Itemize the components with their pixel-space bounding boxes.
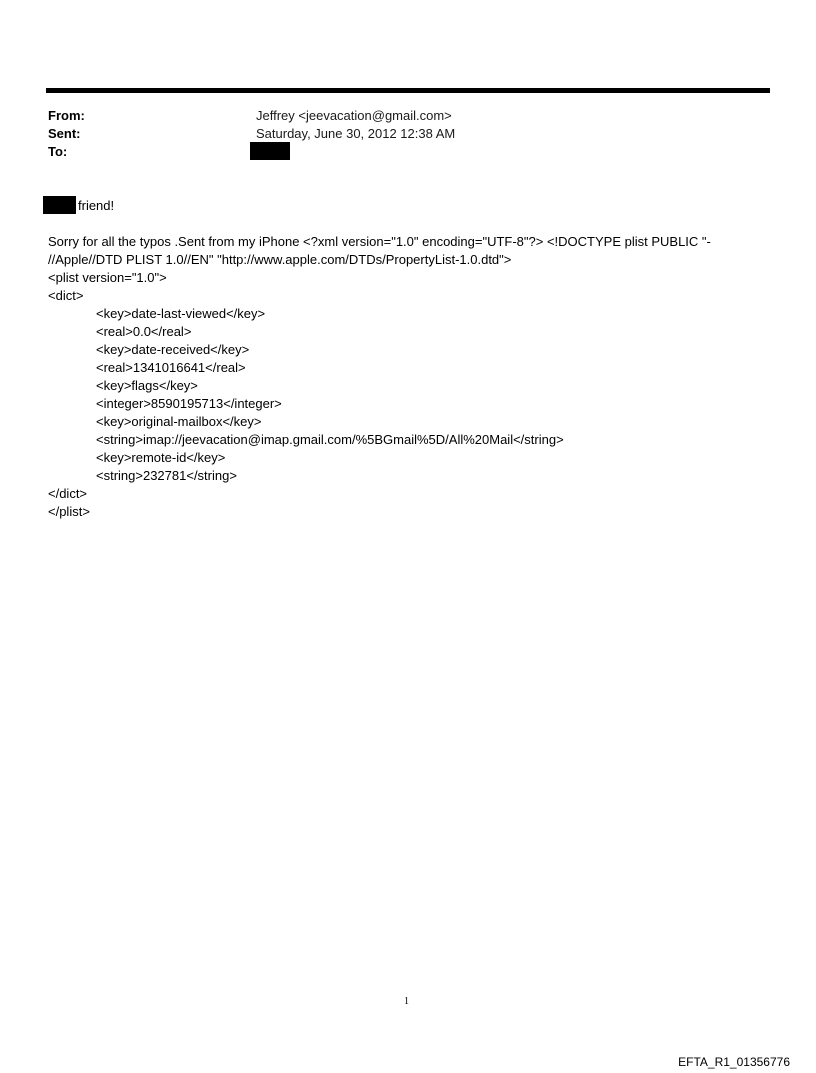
- body-line: <dict>: [48, 288, 84, 303]
- bates-number: EFTA_R1_01356776: [678, 1055, 790, 1069]
- to-redaction-box: [250, 142, 290, 160]
- body-line: <key>date-received</key>: [96, 342, 250, 357]
- body-line: <real>1341016641</real>: [96, 360, 246, 375]
- sent-value: Saturday, June 30, 2012 12:38 AM: [256, 126, 456, 141]
- body-line: <string>232781</string>: [96, 468, 237, 483]
- header-rule: [46, 88, 770, 93]
- body-line: //Apple//DTD PLIST 1.0//EN" "http://www.apple.com/DTDs/PropertyList-1.0.dtd">: [48, 252, 512, 267]
- body-line: </dict>: [48, 486, 88, 501]
- greeting-text: friend!: [78, 198, 115, 213]
- from-label: From:: [48, 108, 85, 123]
- body-line: <key>remote-id</key>: [96, 450, 226, 465]
- sent-label: Sent:: [48, 126, 81, 141]
- body-line: <integer>8590195713</integer>: [96, 396, 282, 411]
- from-value: Jeffrey <jeevacation@gmail.com>: [256, 108, 452, 123]
- body-line: <string>imap://jeevacation@imap.gmail.com/%5BGmail%5D/All%20Mail</string>: [96, 432, 564, 447]
- greeting-redaction-box: [43, 196, 76, 214]
- body-line: <key>original-mailbox</key>: [96, 414, 262, 429]
- body-line: </plist>: [48, 504, 90, 519]
- page-number: 1: [404, 996, 409, 1007]
- body-line: <key>flags</key>: [96, 378, 198, 393]
- body-line: <key>date-last-viewed</key>: [96, 306, 266, 321]
- to-label: To:: [48, 144, 68, 159]
- body-line: <real>0.0</real>: [96, 324, 192, 339]
- body-line: Sorry for all the typos .Sent from my iPhone <?xml version="1.0" encoding="UTF-8"?> <!DOCTYPE plist PUBLIC "-: [48, 234, 711, 249]
- body-line: <plist version="1.0">: [48, 270, 167, 285]
